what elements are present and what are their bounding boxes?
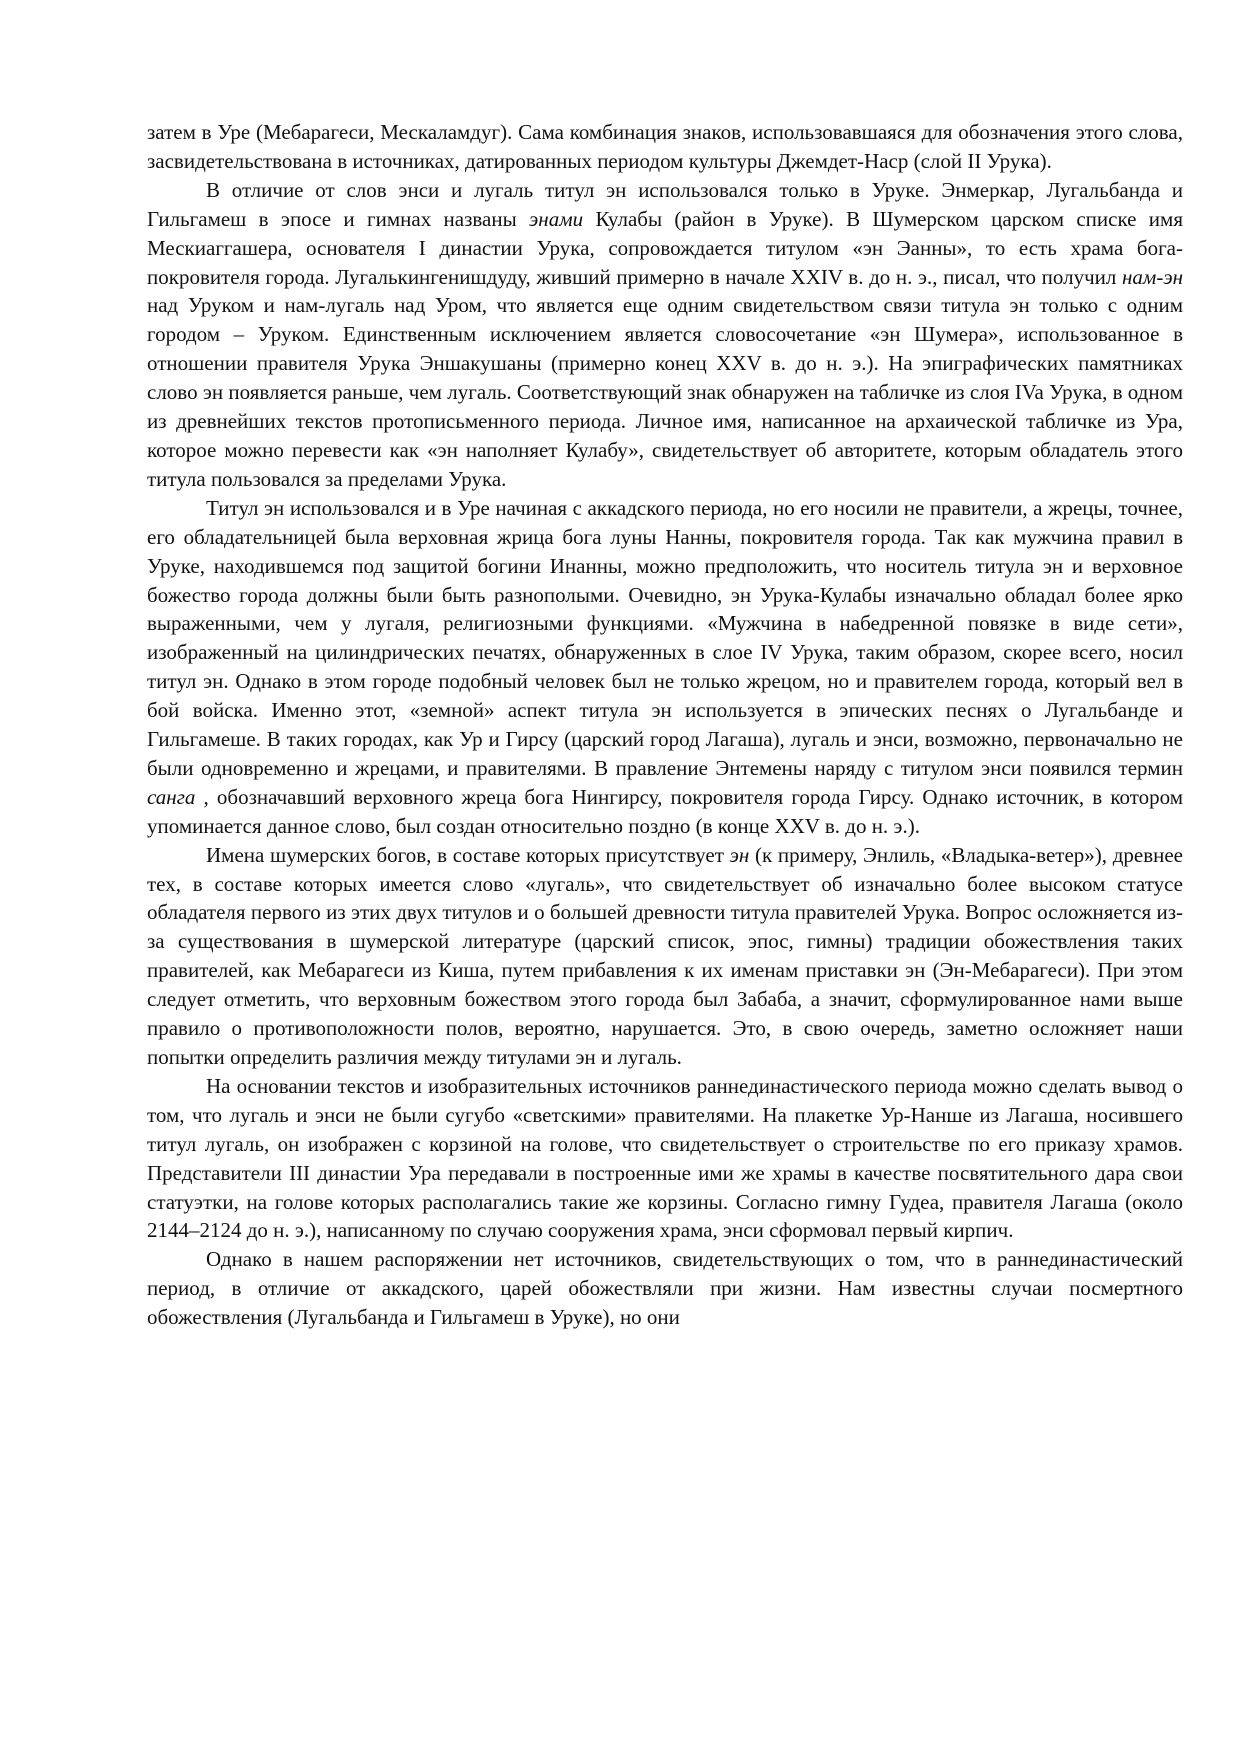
paragraph bbox=[147, 841, 1183, 1072]
paragraph bbox=[147, 1245, 1183, 1332]
paragraph bbox=[147, 1072, 1183, 1245]
italic-term: санга bbox=[147, 784, 196, 809]
text-segment: Однако в нашем распоряжении нет источников, свидетельствующих о том, что в раннединастический период, в отличие от аккадского, царей обожествляли при жизни. Нам известны случаи посмертного обожествления (Лугальбанда и Гильгамеш в Уруке), но они bbox=[147, 1247, 1183, 1330]
italic-term: эн bbox=[729, 842, 750, 867]
text-segment: Титул эн использовался и в Уре начиная с аккадского периода, но его носили не правители, а жрецы, точнее, его обладательницей была верховная жрица бога луны Нанны, покровителя города. Так как мужчина правил в Уруке, находившемся под защитой богини Инанны, можно предположить, что носитель титула эн и верховное божество города должны были быть разнополыми. Очевидно, эн Урука-Кулабы изначально обладал более ярко выраженными, чем у лугаля, религиозными функциями. «Мужчина в набедренной повязке в виде сети», изображенный на цилиндрических печатях, обнаруженных в слое IV Урука, таким образом, скорее всего, носил титул эн. Однако в этом городе подобный человек был не только жрецом, но и правителем города, который вел в бой войска. Именно этот, «земной» аспект титула эн используется в эпических песнях о Лугальбанде и Гильгамеше. В таких городах, как Ур и Гирсу (царский город Лагаша), лугаль и энси, возможно, первоначально не были одновременно и жрецами, и правителями. В правление Энтемены наряду с титулом энси появился термин bbox=[147, 495, 1183, 780]
text-segment: (к примеру, Энлиль, «Владыка-ветер»), древнее тех, в составе которых имеется слово «лугаль», что свидетельствует об изначально более высоком статусе обладателя первого из этих двух титулов и о большей древности титула правителей Урука. Вопрос осложняется из-за существования в шумерской литературе (царский список, эпос, гимны) традиции обожествления таких правителей, как Мебарагеси из Киша, путем прибавления к их именам приставки эн (Эн-Мебарагеси). При этом следует отметить, что верховным божеством этого города был Забаба, а значит, сформулированное нами выше правило о противоположности полов, вероятно, нарушается. Это, в свою очередь, заметно осложняет наши попытки определить различия между титулами эн и лугаль. bbox=[147, 842, 1184, 1069]
text-segment: Имена шумерских богов, в составе которых присутствует bbox=[206, 842, 730, 867]
text-segment: затем в Уре (Мебарагеси, Мескаламдуг). Сама комбинация знаков, использовавшаяся для обозначения этого слова, засвидетельствована в источниках, датированных периодом культуры Джемдет-Наср (слой II Урука). bbox=[147, 120, 1183, 173]
text-segment: над Уруком и нам-лугаль над Уром, что является еще одним свидетельством связи титула эн только с одним городом – Уруком. Единственным исключением является словосочетание «эн Шумера», использованное в отношении правителя Урука Эншакушаны (примерно конец XXV в. до н. э.). На эпиграфических памятниках слово эн появляется раньше, чем лугаль. Соответствующий знак обнаружен на табличке из слоя IVa Урука, в одном из древнейших текстов протописьменного периода. Личное имя, написанное на архаической табличке из Ура, которое можно перевести как «эн наполняет Кулабу», свидетельствует об авторитете, которым обладатель этого титула пользовался за пределами Урука. bbox=[147, 293, 1183, 491]
text-segment: Кулабы (район в Уруке). В Шумерском царском списке имя Мескиаггашера, основателя I династии Урука, сопровождается титулом «эн Эанны», то есть храма бога-покровителя города. Лугалькингенишдуду, живший примерно в начале XXIV в. до н. э., писал, что получил bbox=[147, 206, 1183, 289]
body-text bbox=[147, 118, 1183, 1332]
text-segment: , обозначавший верховного жреца бога Нингирсу, покровителя города Гирсу. Однако источник, в котором упоминается данное слово, был создан относительно поздно (в конце XXV в. до н. э.). bbox=[147, 784, 1183, 838]
paragraph bbox=[147, 176, 1183, 494]
italic-term: энами bbox=[529, 206, 584, 231]
paragraph bbox=[147, 494, 1183, 841]
text-segment: В отличие от слов энси и лугаль титул эн использовался только в Уруке. Энмеркар, Лугальбанда и Гильгамеш в эпосе и гимнах названы bbox=[147, 177, 1183, 231]
paragraph bbox=[147, 118, 1183, 176]
text-segment: На основании текстов и изобразительных источников раннединастического периода можно сделать вывод о том, что лугаль и энси не были сугубо «светскими» правителями. На плакетке Ур-Нанше из Лагаша, носившего титул лугаль, он изображен с корзиной на голове, что свидетельствует о строительстве по его приказу храмов. Представители III династии Ура передавали в построенные ими же храмы в качестве посвятительного дара свои статуэтки, на голове которых располагались такие же корзины. Согласно гимну Гудеа, правителя Лагаша (около 2144–2124 до н. э.), написанному по случаю сооружения храма, энси сформовал первый кирпич. bbox=[147, 1073, 1183, 1243]
italic-term: нам-эн bbox=[1122, 264, 1183, 289]
